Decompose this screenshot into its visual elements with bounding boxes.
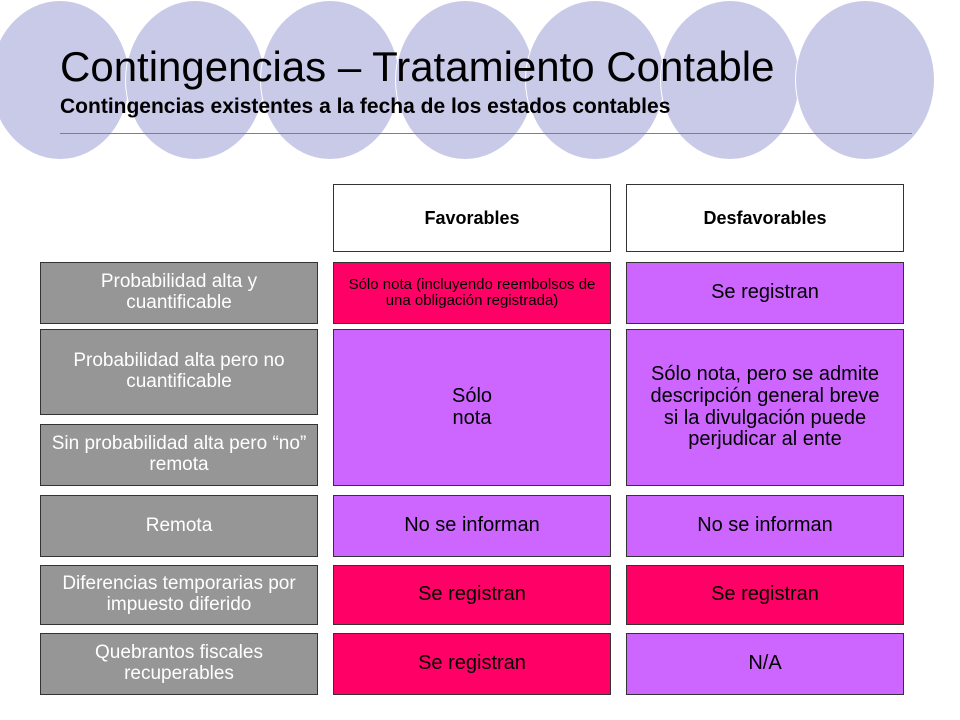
slide-subtitle: Contingencias existentes a la fecha de los estados contables (60, 95, 671, 118)
row-header-diferencias-temporarias: Diferencias temporarias por impuesto diferido (40, 565, 318, 625)
slide-title: Contingencias – Tratamiento Contable (60, 43, 775, 90)
title-divider (60, 133, 912, 134)
cell-desfavorables-remota: No se informan (626, 495, 904, 557)
column-header-desfavorables: Desfavorables (626, 184, 904, 252)
row-header-probabilidad-alta-cuantificable: Probabilidad alta y cuantificable (40, 262, 318, 324)
row-header-remota: Remota (40, 495, 318, 557)
cell-favorables-solo-nota: Sólo nota (333, 329, 611, 486)
cell-favorables-quebrantos-fiscales: Se registran (333, 633, 611, 695)
decor-circle-7 (795, 0, 935, 160)
row-header-sin-probabilidad-alta: Sin probabilidad alta pero “no” remota (40, 424, 318, 486)
cell-favorables-remota: No se informan (333, 495, 611, 557)
cell-desfavorables-quebrantos-fiscales: N/A (626, 633, 904, 695)
row-header-quebrantos-fiscales: Quebrantos fiscales recuperables (40, 633, 318, 695)
column-header-favorables: Favorables (333, 184, 611, 252)
cell-favorables-probabilidad-alta-cuantificable: Sólo nota (incluyendo reembolsos de una obligación registrada) (333, 262, 611, 324)
cell-favorables-diferencias-temporarias: Se registran (333, 565, 611, 625)
cell-desfavorables-diferencias-temporarias: Se registran (626, 565, 904, 625)
cell-desfavorables-solo-nota-descripcion: Sólo nota, pero se admite descripción general breve si la divulgación puede perjudicar al ente (626, 329, 904, 486)
row-header-probabilidad-alta-no-cuantificable: Probabilidad alta pero no cuantificable (40, 329, 318, 415)
cell-desfavorables-probabilidad-alta-cuantificable: Se registran (626, 262, 904, 324)
